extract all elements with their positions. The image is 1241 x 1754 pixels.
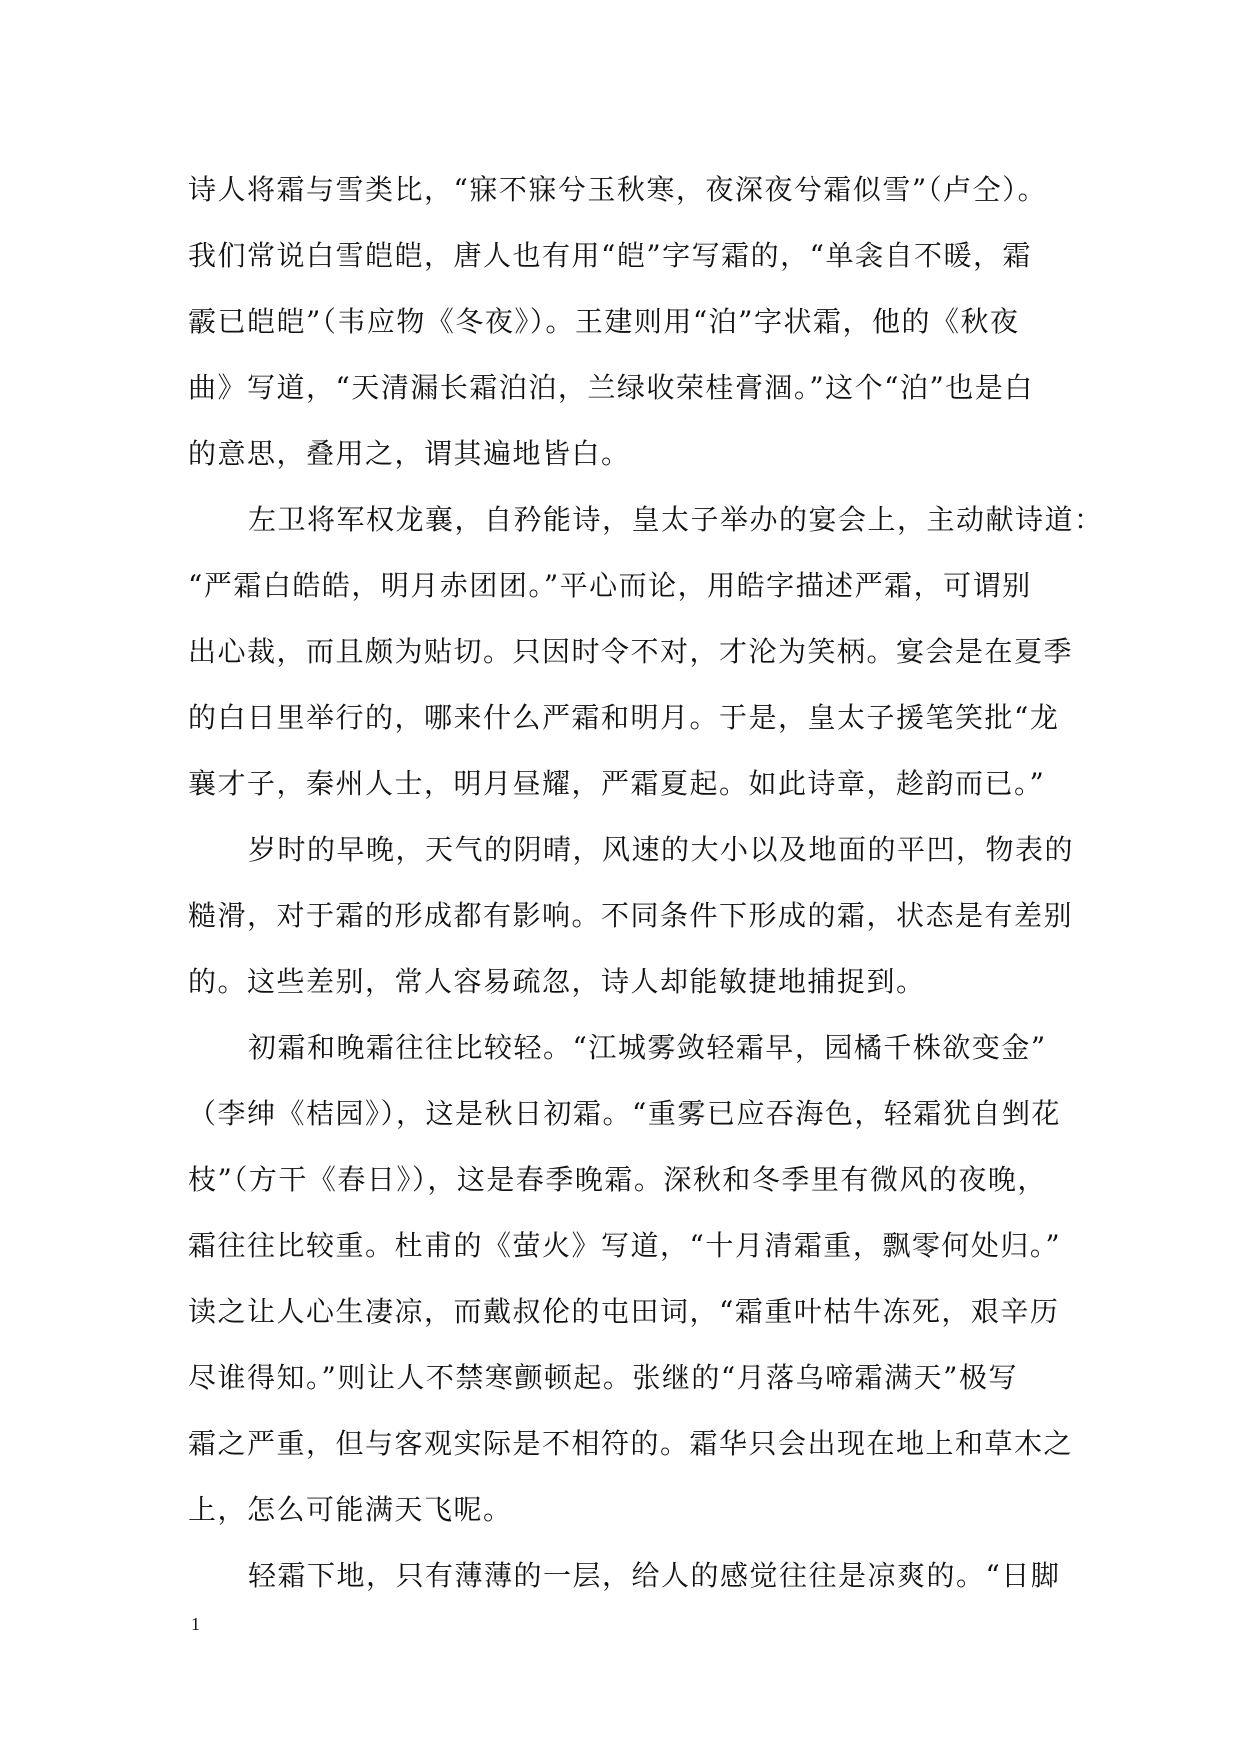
text-line: “严霜白皓皓，明月赤团团。”平心而论，用皓字描述严霜，可谓别 (188, 569, 1032, 602)
paragraph-start-line: 左卫将军权龙襄，自矜能诗，皇太子举办的宴会上，主动献诗道： (248, 503, 1104, 536)
text-line: 曲》写道，“天清漏长霜泊泊，兰绿收荣桂膏涸。”这个“泊”也是白 (188, 371, 1034, 404)
text-line: 出心裁，而且颇为贴切。只因时令不对，才沦为笑柄。宴会是在夏季 (188, 635, 1074, 668)
text-line: 霜往往比较重。杜甫的《萤火》写道，“十月清霜重，飘零何处归。” (188, 1229, 1062, 1262)
text-line: 的。这些差别，常人容易疏忽，诗人却能敏捷地捕捉到。 (188, 965, 926, 998)
text-line: 的意思，叠用之，谓其遍地皆白。 (188, 437, 631, 470)
text-line: 糙滑，对于霜的形成都有影响。不同条件下形成的霜，状态是有差别 (188, 899, 1074, 932)
paragraph-start-line: 轻霜下地，只有薄薄的一层，给人的感觉往往是凉爽的。“日脚 (248, 1559, 1061, 1592)
text-line: 的白日里举行的，哪来什么严霜和明月。于是，皇太子援笔笑批“龙 (188, 701, 1060, 734)
text-line: 诗人将霜与雪类比，“寐不寐兮玉秋寒，夜深夜兮霜似雪”（卢仝）。 (188, 173, 1048, 206)
text-line: 我们常说白雪皑皑，唐人也有用“皑”字写霜的，“单衾自不暖，霜 (188, 239, 1032, 272)
text-line: 读之让人心生凄凉，而戴叔伦的屯田词，“霜重叶枯牛冻死，艰辛历 (188, 1295, 1060, 1328)
text-line: 尽谁得知。”则让人不禁寒颤顿起。张继的“月落乌啼霜满天”极写 (188, 1361, 1018, 1394)
text-line: 霜之严重，但与客观实际是不相符的。霜华只会出现在地上和草木之 (188, 1427, 1074, 1460)
text-line: 襄才子，秦州人士，明月昼耀，严霜夏起。如此诗章，趁韵而已。” (188, 767, 1046, 800)
page-number: 1 (191, 1614, 200, 1634)
paragraph-start-line: 岁时的早晚，天气的阴晴，风速的大小以及地面的平凹，物表的 (248, 833, 1075, 866)
text-line: 枝”（方干《春日》），这是春季晚霜。深秋和冬季里有微风的夜晚， (188, 1163, 1047, 1196)
body-text (188, 157, 1104, 1609)
text-line: 霰已皑皑”（韦应物《冬夜》）。王建则用“泊”字状霜，他的《秋夜 (188, 305, 1020, 338)
text-line: 上，怎么可能满天飞呢。 (188, 1493, 513, 1526)
paragraph-start-line: 初霜和晚霜往往比较轻。“江城雾敛轻霜早，园橘千株欲变金” (248, 1031, 1047, 1064)
text-line: （李绅《桔园》），这是秋日初霜。“重雾已应吞海色，轻霜犹自剉花 (188, 1097, 1061, 1130)
